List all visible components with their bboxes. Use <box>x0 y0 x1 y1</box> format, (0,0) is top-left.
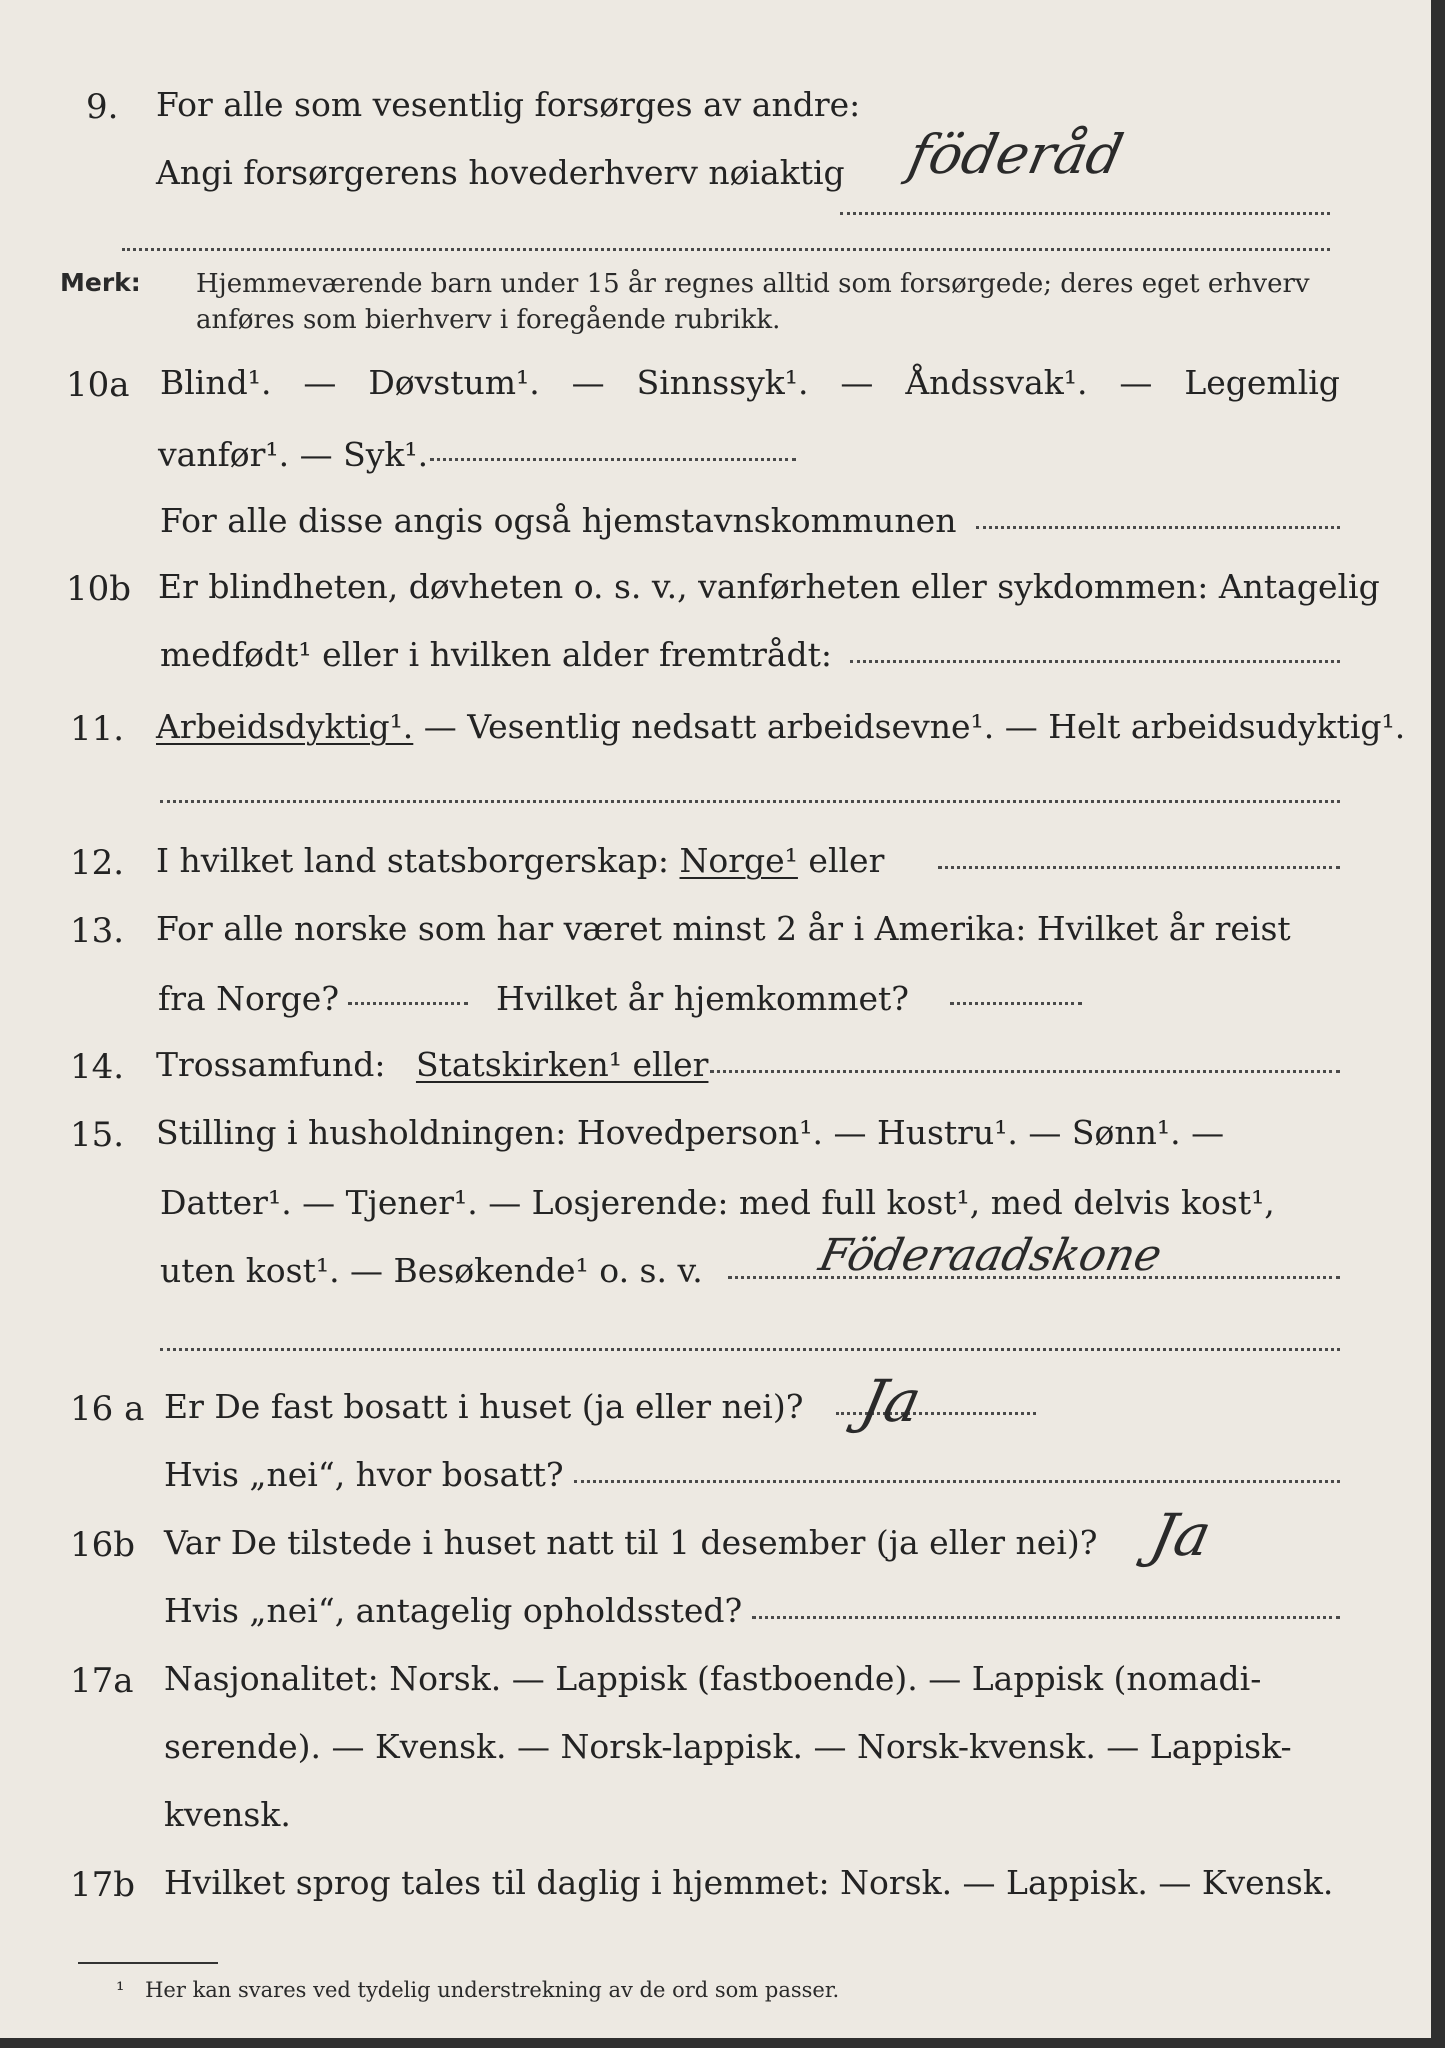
merk-line1: Hjemmeværende barn under 15 år regnes alltid som forsørgede; deres eget erhverv <box>196 269 1310 299</box>
q16b-handwritten-answer: Ja <box>1144 1501 1218 1569</box>
q10b-line1: Er blindheten, døvheten o. s. v., vanførheten eller sykdommen: Antagelig <box>158 567 1380 606</box>
scan-edge-bottom <box>0 2038 1445 2048</box>
q16a-bosatt-line <box>574 1480 1340 1483</box>
q15-extra-line <box>160 1348 1340 1351</box>
q11-answer-line <box>160 800 1340 803</box>
q9-line1: For alle som vesentlig forsørges av andre: <box>156 85 861 124</box>
q13-line2a: fra Norge? <box>158 979 340 1018</box>
q17a-line3: kvensk. <box>164 1795 291 1834</box>
scan-edge-right <box>1431 0 1445 2048</box>
q15-handwritten-answer: Föderaadskone <box>814 1230 1167 1281</box>
footnote <box>116 1978 839 2002</box>
footnote-text: Her kan svares ved tydelig understrekning av de ord som passer. <box>145 1978 840 2002</box>
q16a-line1: Er De fast bosatt i huset (ja eller nei)? <box>164 1387 804 1426</box>
q14-answer-line <box>710 1070 1340 1073</box>
q14-underlined: Statskirken¹ eller <box>415 1045 709 1084</box>
q10a-line2: vanfør¹. — Syk¹. <box>158 435 429 474</box>
q11-line <box>156 707 1406 746</box>
q17a-line1: Nasjonalitet: Norsk. — Lappisk (fastboende). — Lappisk (nomadi- <box>164 1659 1262 1698</box>
q13-line1: For alle norske som har været minst 2 år i Amerika: Hvilket år reist <box>156 909 1291 948</box>
q15-number: 15. <box>70 1115 125 1155</box>
q14-line <box>156 1045 709 1084</box>
q13-hjemkommet-line <box>950 1002 1082 1005</box>
q16a-number: 16 a <box>70 1389 145 1429</box>
q10a-item-sinnssyk: Sinnssyk¹. <box>636 363 809 402</box>
q15-line1: Stilling i husholdningen: Hovedperson¹. — Hustru¹. — Sønn¹. — <box>156 1113 1225 1152</box>
q11-underlined-option: Arbeidsdyktig¹. <box>156 707 414 746</box>
q16a-handwritten-answer: Ja <box>854 1367 928 1435</box>
q10b-line2: medfødt¹ eller i hvilken alder fremtrådt: <box>160 635 833 674</box>
q14-prefix: Trossamfund: <box>156 1045 386 1084</box>
q14-number: 14. <box>70 1047 125 1087</box>
q9-extra-line <box>122 248 1330 251</box>
q10a-hjemstavn-line <box>976 526 1340 529</box>
q12-number: 12. <box>70 843 125 883</box>
q12-prefix: I hvilket land statsborgerskap: <box>156 841 670 880</box>
q9-answer-line <box>840 212 1330 215</box>
q15-line2: Datter¹. — Tjener¹. — Losjerende: med full kost¹, med delvis kost¹, <box>160 1183 1275 1222</box>
merk-line2: anføres som bierhverv i foregående rubrikk. <box>196 305 781 335</box>
q17a-number: 17a <box>70 1661 134 1701</box>
q16b-number: 16b <box>70 1525 136 1565</box>
q10a-line3: For alle disse angis også hjemstavnskommunen <box>160 501 957 540</box>
q12-underlined: Norge¹ <box>679 841 798 880</box>
q9-line2: Angi forsørgerens hovederhverv nøiaktig <box>156 153 845 192</box>
q16a-line2: Hvis „nei“, hvor bosatt? <box>164 1455 564 1494</box>
q13-line2b: Hvilket år hjemkommet? <box>496 979 909 1018</box>
q10a-answer-line <box>430 458 796 461</box>
q10a-item-dovstum: Døvstum¹. <box>368 363 540 402</box>
q10a-item-legemlig: Legemlig <box>1184 363 1340 402</box>
q16b-line1: Var De tilstede i huset natt til 1 desember (ja eller nei)? <box>164 1523 1098 1562</box>
q11-rest: — Vesentlig nedsatt arbeidsevne¹. — Helt arbeidsudyktig¹. <box>413 707 1406 746</box>
q13-reist-line <box>348 1002 468 1005</box>
q16b-opholdssted-line <box>752 1616 1340 1619</box>
q13-number: 13. <box>70 911 125 951</box>
q10b-answer-line <box>850 660 1340 663</box>
q9-number: 9. <box>86 87 119 127</box>
q10a-item-blind: Blind¹. <box>160 363 272 402</box>
q12-answer-line <box>938 866 1340 869</box>
q17a-line2: serende). — Kvensk. — Norsk-lappisk. — Norsk-kvensk. — Lappisk- <box>164 1727 1292 1766</box>
q10b-number: 10b <box>66 569 132 609</box>
q10a-dash: — <box>840 363 874 402</box>
q10a-line1 <box>160 363 1340 402</box>
q10a-item-andssvak: Åndssvak¹. <box>905 363 1088 402</box>
q11-number: 11. <box>70 709 125 749</box>
footnote-rule <box>78 1962 218 1964</box>
q17b-number: 17b <box>70 1865 136 1905</box>
q12-suffix: eller <box>808 841 885 880</box>
q10a-number: 10a <box>66 365 130 405</box>
q10a-dash: — <box>1119 363 1153 402</box>
q10a-dash: — <box>571 363 605 402</box>
merk-label: Merk: <box>60 268 141 297</box>
q17b-line1: Hvilket sprog tales til daglig i hjemmet: Norsk. — Lappisk. — Kvensk. <box>164 1863 1334 1902</box>
q9-handwritten-answer: föderåd <box>903 123 1129 186</box>
q15-line3: uten kost¹. — Besøkende¹ o. s. v. <box>160 1251 703 1290</box>
q12-line <box>156 841 885 880</box>
q10a-dash: — <box>303 363 337 402</box>
q16b-line2: Hvis „nei“, antagelig opholdssted? <box>164 1591 743 1630</box>
footnote-mark: ¹ <box>116 1978 125 2002</box>
